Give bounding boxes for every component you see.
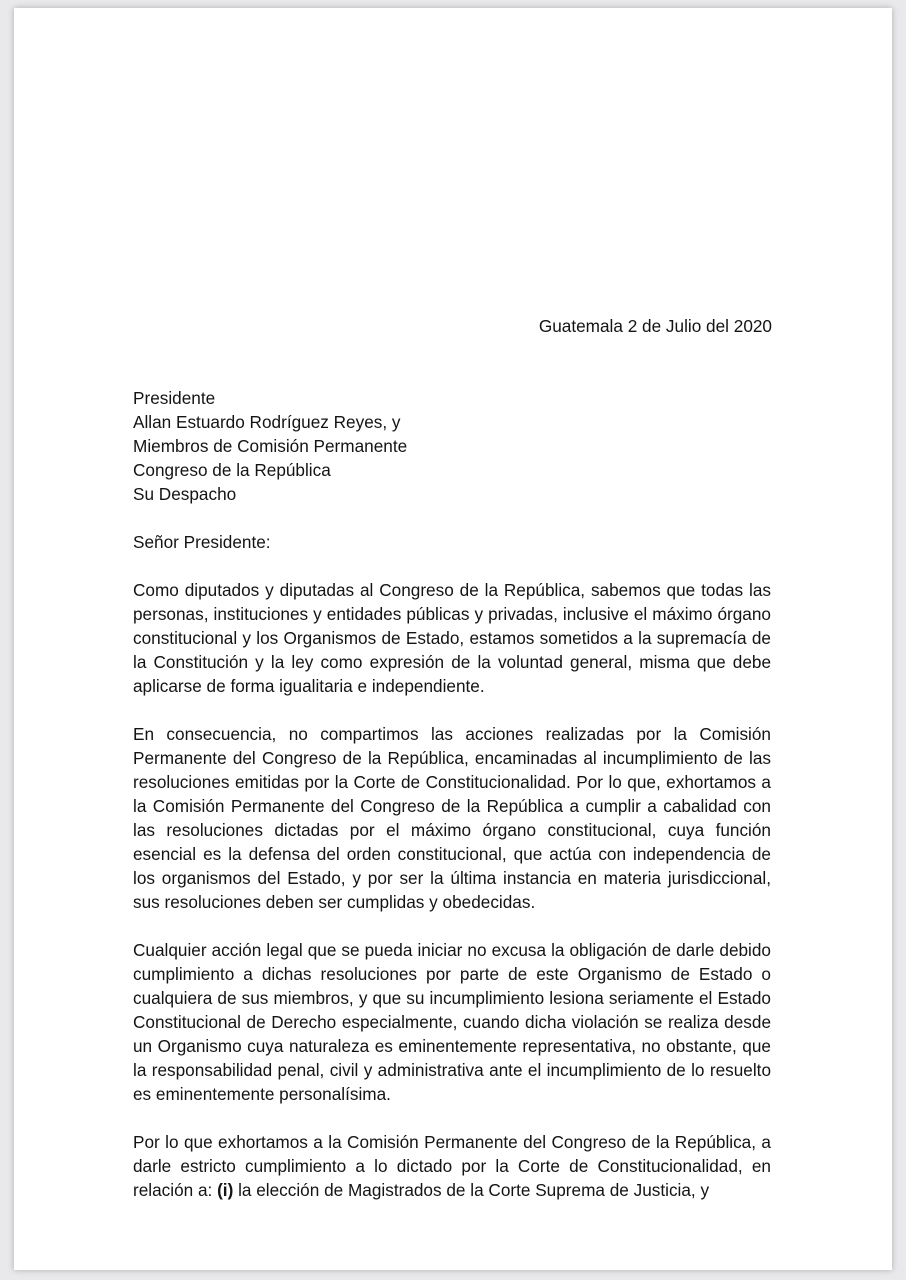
salutation: Señor Presidente: bbox=[133, 532, 271, 552]
letter-date: Guatemala 2 de Julio del 2020 bbox=[538, 316, 772, 336]
paragraph-1: Como diputados y diputadas al Congreso de la República, sabemos que todas las personas, instituciones y entidades públicas y privadas, inclusive el máximo órgano constitucional y los Organismos de Estado, estamos sometidos a la supremacía de la Constitución y la ley como expresión de la voluntad general, misma que debe aplicarse de forma igualitaria e independiente. bbox=[133, 580, 771, 696]
letter-page bbox=[14, 8, 892, 1270]
paragraph-4-marker: (i) bbox=[217, 1180, 234, 1200]
addressee-block bbox=[133, 386, 771, 506]
paragraph-2: En consecuencia, no compartimos las acciones realizadas por la Comisión Permanente del Congreso de la República, encaminadas al incumplimiento de las resoluciones emitidas por la Corte de Constitucionalidad. Por lo que, exhortamos a la Comisión Permanente del Congreso de la República a cumplir a cabalidad con las resoluciones dictadas por el máximo órgano constitucional, cuya función esencial es la defensa del orden constitucional, que actúa con independencia de los organismos del Estado, y por ser la última instancia en materia jurisdiccional, sus resoluciones deben ser cumplidas y obedecidas. bbox=[133, 724, 771, 912]
addressee-office: Su Despacho bbox=[133, 484, 237, 504]
paragraph-4-end: la elección de Magistrados de la Corte Suprema de Justicia, y bbox=[233, 1180, 710, 1200]
addressee-name: Allan Estuardo Rodríguez Reyes, y bbox=[133, 412, 401, 432]
addressee-institution: Congreso de la República bbox=[133, 460, 331, 480]
paragraph-4 bbox=[133, 1130, 771, 1202]
addressee-title: Presidente bbox=[133, 388, 216, 408]
addressee-members: Miembros de Comisión Permanente bbox=[133, 436, 408, 456]
paragraph-3: Cualquier acción legal que se pueda iniciar no excusa la obligación de darle debido cumplimiento a dichas resoluciones por parte de este Organismo de Estado o cualquiera de sus miembros, y que su incumplimiento lesiona seriamente el Estado Constitucional de Derecho especialmente, cuando dicha violación se realiza desde un Organismo cuya naturaleza es eminentemente representativa, no obstante, que la responsabilidad penal, civil y administrativa ante el incumplimiento de lo resuelto es eminentemente personalísima. bbox=[133, 940, 771, 1104]
paragraph-4-start: Por lo que exhortamos a la Comisión Permanente del Congreso de la República, a darle estricto cumplimiento a lo dictado por la Corte de Constitucionalidad, en relación a: bbox=[133, 1132, 771, 1200]
